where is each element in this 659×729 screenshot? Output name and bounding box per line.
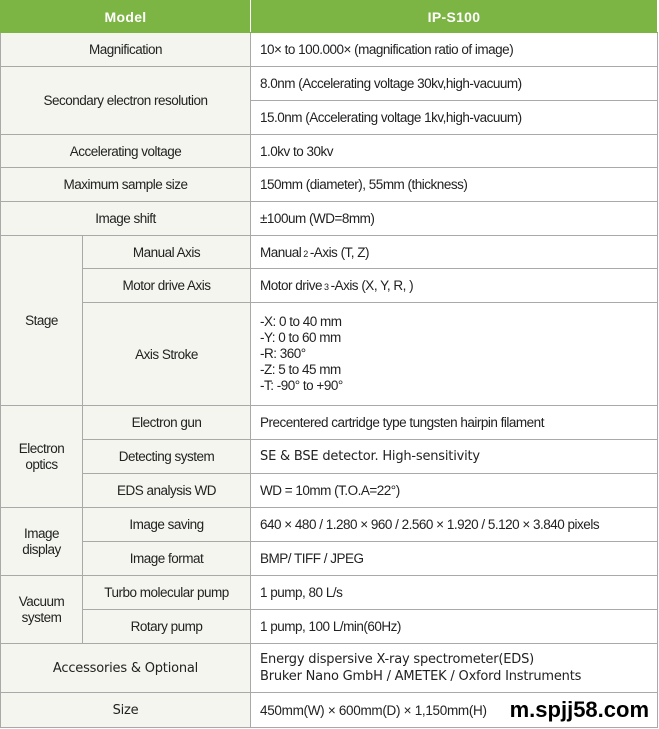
table-row	[1, 135, 658, 168]
row-value	[251, 303, 658, 406]
row-value: BMP/ TIFF / JPEG	[251, 542, 658, 576]
row-label: Magnification	[1, 33, 251, 67]
stroke-line: -X: 0 to 40 mm	[260, 314, 342, 329]
row-value: 150mm (diameter), 55mm (thickness)	[251, 168, 658, 202]
table-row	[1, 236, 658, 269]
row-value: 8.0nm (Accelerating voltage 30kv,high-vacuum)	[251, 67, 658, 101]
row-label: Electron gun	[83, 406, 251, 440]
size-value-wrap	[260, 698, 657, 722]
value-text: Manual	[260, 244, 302, 260]
watermark: m.spjj58.com	[509, 697, 650, 722]
group-label-display	[1, 508, 83, 576]
row-value	[251, 693, 658, 728]
table-row	[1, 303, 658, 406]
value-text: -Axis (T, Z)	[309, 244, 370, 260]
row-value: WD = 10mm (T.O.A=22°)	[251, 474, 658, 508]
value-line: Bruker Nano GmbH / AMETEK / Oxford Instruments	[260, 669, 582, 684]
table-row	[1, 474, 658, 508]
row-label: Size	[1, 693, 251, 728]
label-line: Vacuum	[18, 593, 65, 609]
row-label: Axis Stroke	[83, 303, 251, 406]
table-row	[1, 576, 658, 610]
label-line: system	[21, 609, 62, 625]
row-value	[251, 236, 658, 269]
value-num: 3	[324, 282, 329, 292]
row-value: 640 × 480 / 1.280 × 960 / 2.560 × 1.920 / 5.120 × 3.840 pixels	[251, 508, 658, 542]
table-row	[1, 610, 658, 644]
table-row	[1, 693, 658, 728]
row-value: SE & BSE detector. High-sensitivity	[251, 440, 658, 474]
row-value	[251, 269, 658, 303]
table-row	[1, 440, 658, 474]
row-label: Accelerating voltage	[1, 135, 251, 168]
table-row	[1, 406, 658, 440]
model-header: Model	[1, 1, 251, 33]
row-value: ±100um (WD=8mm)	[251, 202, 658, 236]
stroke-line: -Z: 5 to 45 mm	[260, 362, 341, 377]
stroke-line: -T: -90° to +90°	[260, 378, 343, 393]
row-label: Maximum sample size	[1, 168, 251, 202]
value-num: 2	[303, 248, 308, 259]
value-text: Motor drive	[260, 278, 323, 293]
label-line: Image	[23, 525, 60, 541]
row-label: Manual Axis	[83, 236, 251, 269]
row-value	[251, 644, 658, 693]
row-value: 1 pump, 80 L/s	[251, 576, 658, 610]
row-label: Image saving	[83, 508, 251, 542]
value-line: Energy dispersive X-ray spectrometer(EDS)	[260, 652, 534, 667]
model-value-header: IP-S100	[251, 1, 658, 33]
row-value: 15.0nm (Accelerating voltage 1kv,high-vacuum)	[251, 101, 658, 135]
stroke-line: -Y: 0 to 60 mm	[260, 330, 341, 345]
table-row	[1, 33, 658, 67]
table-row	[1, 644, 658, 693]
row-label: Secondary electron resolution	[1, 67, 251, 135]
row-label: Turbo molecular pump	[83, 576, 251, 610]
table-row	[1, 67, 658, 101]
value-text: -Axis (X, Y, R, )	[330, 278, 414, 293]
row-value: Precentered cartridge type tungsten hairpin filament	[251, 406, 658, 440]
row-label: Motor drive Axis	[83, 269, 251, 303]
group-label-stage: Stage	[1, 236, 83, 406]
row-label: EDS analysis WD	[83, 474, 251, 508]
row-value: 10× to 100.000× (magnification ratio of image)	[251, 33, 658, 67]
table-row	[1, 508, 658, 542]
row-label: Detecting system	[83, 440, 251, 474]
table-row	[1, 269, 658, 303]
row-value: 1.0kv to 30kv	[251, 135, 658, 168]
stroke-line: -R: 360°	[260, 346, 306, 361]
label-line: optics	[25, 456, 58, 472]
row-label: Image shift	[1, 202, 251, 236]
row-value: 1 pump, 100 L/min(60Hz)	[251, 610, 658, 644]
table-row	[1, 168, 658, 202]
group-label-vacuum	[1, 576, 83, 644]
table-row	[1, 202, 658, 236]
row-label: Image format	[83, 542, 251, 576]
table-row	[1, 542, 658, 576]
label-line: Electron	[18, 440, 65, 456]
row-label: Accessories & Optional	[1, 644, 251, 693]
row-label: Rotary pump	[83, 610, 251, 644]
group-label-optics	[1, 406, 83, 508]
label-line: display	[22, 541, 61, 557]
header-row	[1, 1, 658, 33]
size-value: 450mm(W) × 600mm(D) × 1,150mm(H)	[260, 702, 487, 718]
